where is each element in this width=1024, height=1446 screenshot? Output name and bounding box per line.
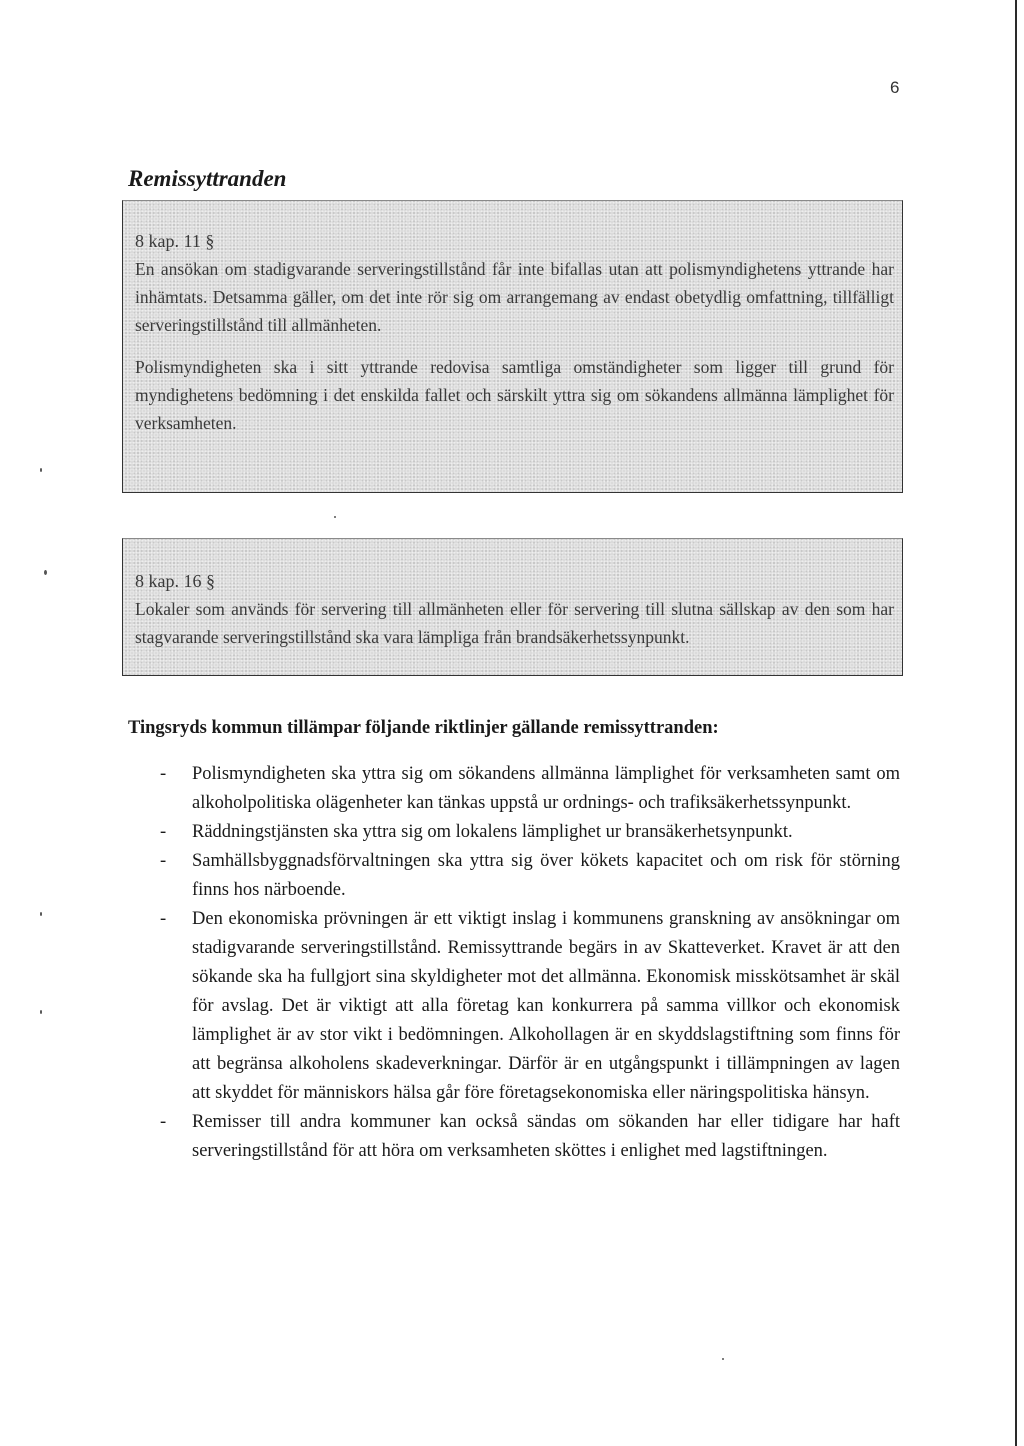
guideline-item [128, 1108, 900, 1166]
section-title: Remissyttranden [128, 166, 287, 191]
scan-speck [40, 468, 42, 472]
law-paragraph: Polismyndigheten ska i sitt yttrande redovisa samtliga omständigheter som ligger till grund för myndighetens bedömning i det enskilda fallet och särskilt yttra sig om sökandens allmänna lämplighet för verksamheten. [135, 357, 894, 433]
guideline-text: Räddningstjänsten ska yttra sig om lokalens lämplighet ur bransäkerhetsynpunkt. [192, 822, 793, 842]
law-reference: 8 kap. 16 § [135, 571, 215, 591]
guideline-text: Den ekonomiska prövningen är ett viktigt inslag i kommunens granskning av ansökningar om stadigvarande serveringstillstånd. Remissyttrande begärs in av Skatteverket. Kravet är att den sökande ska ha fullgjort sina skyldigheter mot det allmänna. Ekonomisk misskötsamhet är skäl för avslag. Det är viktigt att alla företag kan konkurrera på samma villkor och ekonomisk lämplighet är av stor vikt i bedömningen. Alkohollagen är en skyddslagstiftning som finns för att begränsa alkoholens skadeverkningar. Därför är en utgångspunkt i tillämpningen av lagen att skyddet för människors hälsa går före företagsekonomiska eller näringspolitiska hänsyn. [192, 909, 900, 1103]
scan-speck [40, 912, 42, 916]
guideline-text: Polismyndigheten ska yttra sig om sökandens allmänna lämplighet för verksamheten samt om alkoholpolitiska olägenheter kan tänkas uppstå ur ordnings- och trafiksäkerhetssynpunkt. [192, 764, 900, 813]
scan-speck [44, 570, 47, 575]
law-paragraph: Lokaler som används för servering till allmänheten eller för servering till slutna sällskap av den som har stagvarande serveringstillstånd ska vara lämpliga från brandsäkerhetssynpunkt. [135, 599, 894, 647]
law-quote-box-8-11 [122, 200, 903, 493]
bullet-dash: - [160, 822, 167, 842]
scan-speck [722, 1358, 724, 1360]
guidelines-list [128, 760, 900, 1166]
law-paragraph: En ansökan om stadigvarande serveringstillstånd får inte bifallas utan att polismyndighetens yttrande har inhämtats. Detsamma gäller, om det inte rör sig om arrangemang av endast obetydlig omfattning, tillfälligt serveringstillstånd till allmänheten. [135, 259, 894, 335]
bullet-dash: - [160, 851, 167, 871]
guideline-item [128, 847, 900, 905]
bullet-dash: - [160, 909, 167, 929]
guideline-item [128, 905, 900, 1108]
guideline-item [128, 818, 900, 847]
bullet-dash: - [160, 764, 167, 784]
scan-speck [334, 516, 336, 518]
guideline-item [128, 760, 900, 818]
guideline-text: Remisser till andra kommuner kan också sändas om sökanden har eller tidigare har haft serveringstillstånd för att höra om verksamheten sköttes i enlighet med lagstiftningen. [192, 1112, 900, 1161]
law-reference: 8 kap. 11 § [135, 231, 215, 251]
guidelines-heading: Tingsryds kommun tillämpar följande riktlinjer gällande remissyttranden: [128, 718, 719, 738]
scan-page-edge [1015, 0, 1017, 1446]
bullet-dash: - [160, 1112, 167, 1132]
scan-speck [40, 1010, 42, 1014]
guideline-text: Samhällsbyggnadsförvaltningen ska yttra sig över kökets kapacitet och om risk för störning finns hos närboende. [192, 851, 900, 900]
page-number: 6 [890, 78, 900, 97]
law-quote-box-8-16 [122, 538, 903, 676]
